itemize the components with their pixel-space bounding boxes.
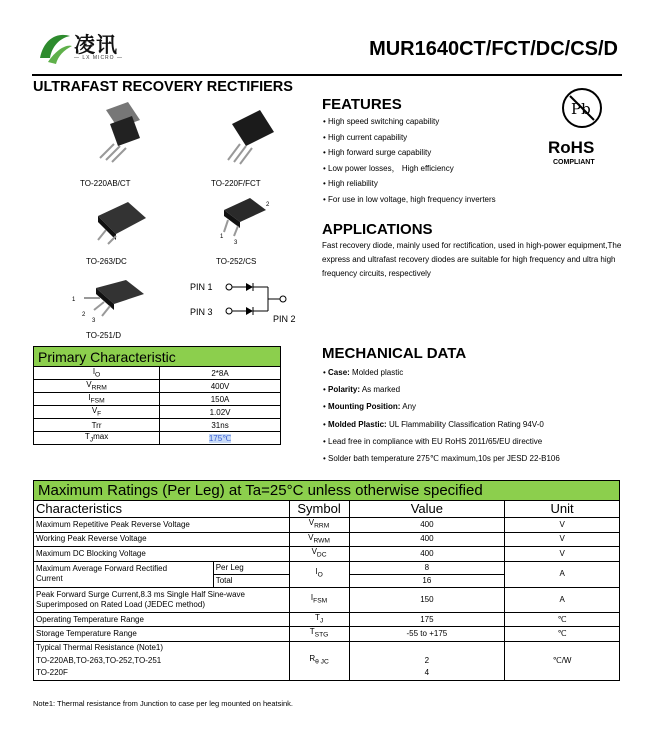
- pin-num-2: 2: [266, 202, 270, 208]
- mechanical-list: [323, 364, 560, 467]
- pin2-label: PIN 2: [273, 314, 296, 324]
- pin-num-1: 1: [72, 297, 76, 303]
- table-row: Maximum Repetitive Peak Reverse Voltage $V_{RRM}$ 400 V: [34, 518, 620, 533]
- table-row: [34, 419, 281, 432]
- max-ratings-table: [33, 480, 620, 681]
- max-ratings-title: Maximum Ratings (Per Leg) at Ta=25°C unless otherwise specified: [34, 481, 620, 501]
- logo-text: 凌讯: [74, 32, 118, 57]
- package-label: TO-252/CS: [216, 257, 257, 266]
- mech-item: • Polarity: As marked: [323, 381, 560, 398]
- package-to263-image: [92, 196, 152, 246]
- model-title: MUR1640CT/FCT/DC/CS/D: [369, 38, 618, 60]
- table-header: [34, 501, 620, 518]
- table-row: Typical Thermal Resistance (Note1) TO-220AB,TO-263,TO-252,TO-251 TO-220F $R_{\theta JC}$ 2 4 ℃/W: [34, 641, 620, 680]
- logo-subtext: — LX MICRO —: [74, 55, 123, 61]
- mech-item: • Lead free in compliance with EU RoHS 2011/65/EU directive: [323, 433, 560, 450]
- table-row: [34, 380, 281, 393]
- rohs-label: RoHS: [548, 138, 595, 157]
- applications-text: Fast recovery diode, mainly used for rectification, used in high-power equipment,The express and ultrafast recovery diodes are suitable for high frequency and ultra high frequency circuits, respectively: [322, 241, 622, 278]
- feature-item: • High speed switching capability: [323, 114, 496, 130]
- value-cell: 2*8A: [160, 367, 281, 380]
- package-label: TO-220F/FCT: [211, 179, 261, 188]
- package-label: TO-220AB/CT: [80, 179, 131, 188]
- table-row: Maximum DC Blocking Voltage $V_{DC}$ 400 V: [34, 547, 620, 562]
- pin3-label: PIN 3: [190, 307, 213, 317]
- package-to251-image: [70, 274, 160, 324]
- param-cell: $V_{RRM}$: [34, 380, 160, 393]
- mech-item: • Mounting Position: Any: [323, 398, 560, 415]
- param-cell: $I_{FSM}$: [34, 393, 160, 406]
- param-cell: $T_J\max$: [34, 432, 160, 445]
- col-header: Characteristics: [34, 501, 290, 518]
- features-title: FEATURES: [322, 96, 402, 113]
- feature-item: • For use in low voltage, high frequency inverters: [323, 192, 496, 208]
- pin-num-1: 1: [220, 234, 224, 240]
- mech-item: • Solder bath temperature 275℃ maximum,10s per JESD 22-B106: [323, 450, 560, 467]
- package-to220-image: [88, 100, 148, 165]
- pb-free-icon: [562, 88, 602, 128]
- pin-num-3: 3: [92, 318, 96, 324]
- pin1-label: PIN 1: [190, 282, 213, 292]
- value-cell: 400V: [160, 380, 281, 393]
- feature-item: • High forward surge capability: [323, 145, 496, 161]
- value-cell: 31ns: [160, 419, 281, 432]
- col-header: Unit: [505, 501, 620, 518]
- mech-item: • Case: Molded plastic: [323, 364, 560, 381]
- highlighted-value[interactable]: 175℃: [208, 433, 232, 443]
- value-cell: [160, 432, 281, 445]
- table-row: Total 16: [34, 574, 620, 587]
- param-cell: $I_O$: [34, 367, 160, 380]
- features-list: [323, 114, 496, 207]
- header-divider: [32, 74, 622, 76]
- feature-item: • High reliability: [323, 176, 496, 192]
- pb-symbol: Pb: [571, 100, 591, 118]
- table-row: [34, 393, 281, 406]
- table-row: Working Peak Reverse Voltage $V_{RWM}$ 400 V: [34, 532, 620, 547]
- pin-num-2: 2: [82, 312, 86, 318]
- mechanical-title: MECHANICAL DATA: [322, 345, 467, 362]
- primary-characteristic-table: [33, 346, 281, 445]
- package-to252-image: [214, 192, 280, 246]
- table-row: Maximum Average Forward Rectified Current Per Leg $I_O$ 8 A: [34, 561, 620, 574]
- table-row: Peak Forward Surge Current,8.3 ms Single Half Sine-wave Superimposed on Rated Load (JEDEC method) $I_{FSM}$ 150 A: [34, 587, 620, 612]
- value-cell: 150A: [160, 393, 281, 406]
- col-header: Value: [349, 501, 505, 518]
- package-label: TO-251/D: [86, 331, 121, 340]
- footnote: Note1: Thermal resistance from Junction to case per leg mounted on heatsink.: [33, 699, 293, 708]
- package-to220f-image: [220, 102, 280, 167]
- param-cell: Trr: [34, 419, 160, 432]
- primary-title: Primary Characteristic: [34, 347, 281, 367]
- value-cell: 1.02V: [160, 406, 281, 419]
- param-cell: $V_F$: [34, 406, 160, 419]
- pin-num-3: 3: [234, 240, 238, 246]
- table-row: [34, 406, 281, 419]
- table-row: [34, 367, 281, 380]
- col-header: Symbol: [289, 501, 349, 518]
- pin-schematic: [224, 278, 290, 322]
- rohs-compliant: COMPLIANT: [553, 159, 595, 166]
- applications-title: APPLICATIONS: [322, 221, 433, 238]
- feature-item: • Low power losses， High efficiency: [323, 161, 496, 177]
- doc-subtitle: ULTRAFAST RECOVERY RECTIFIERS: [33, 79, 293, 95]
- table-row: Operating Temperature Range $T_J$ 175 ℃: [34, 612, 620, 627]
- mech-item: • Molded Plastic: UL Flammability Classification Rating 94V-0: [323, 416, 560, 433]
- table-row: Storage Temperature Range $T_{STG}$ -55 to +175 ℃: [34, 627, 620, 642]
- feature-item: • High current capability: [323, 130, 496, 146]
- table-row: [34, 432, 281, 445]
- package-label: TO-263/DC: [86, 257, 127, 266]
